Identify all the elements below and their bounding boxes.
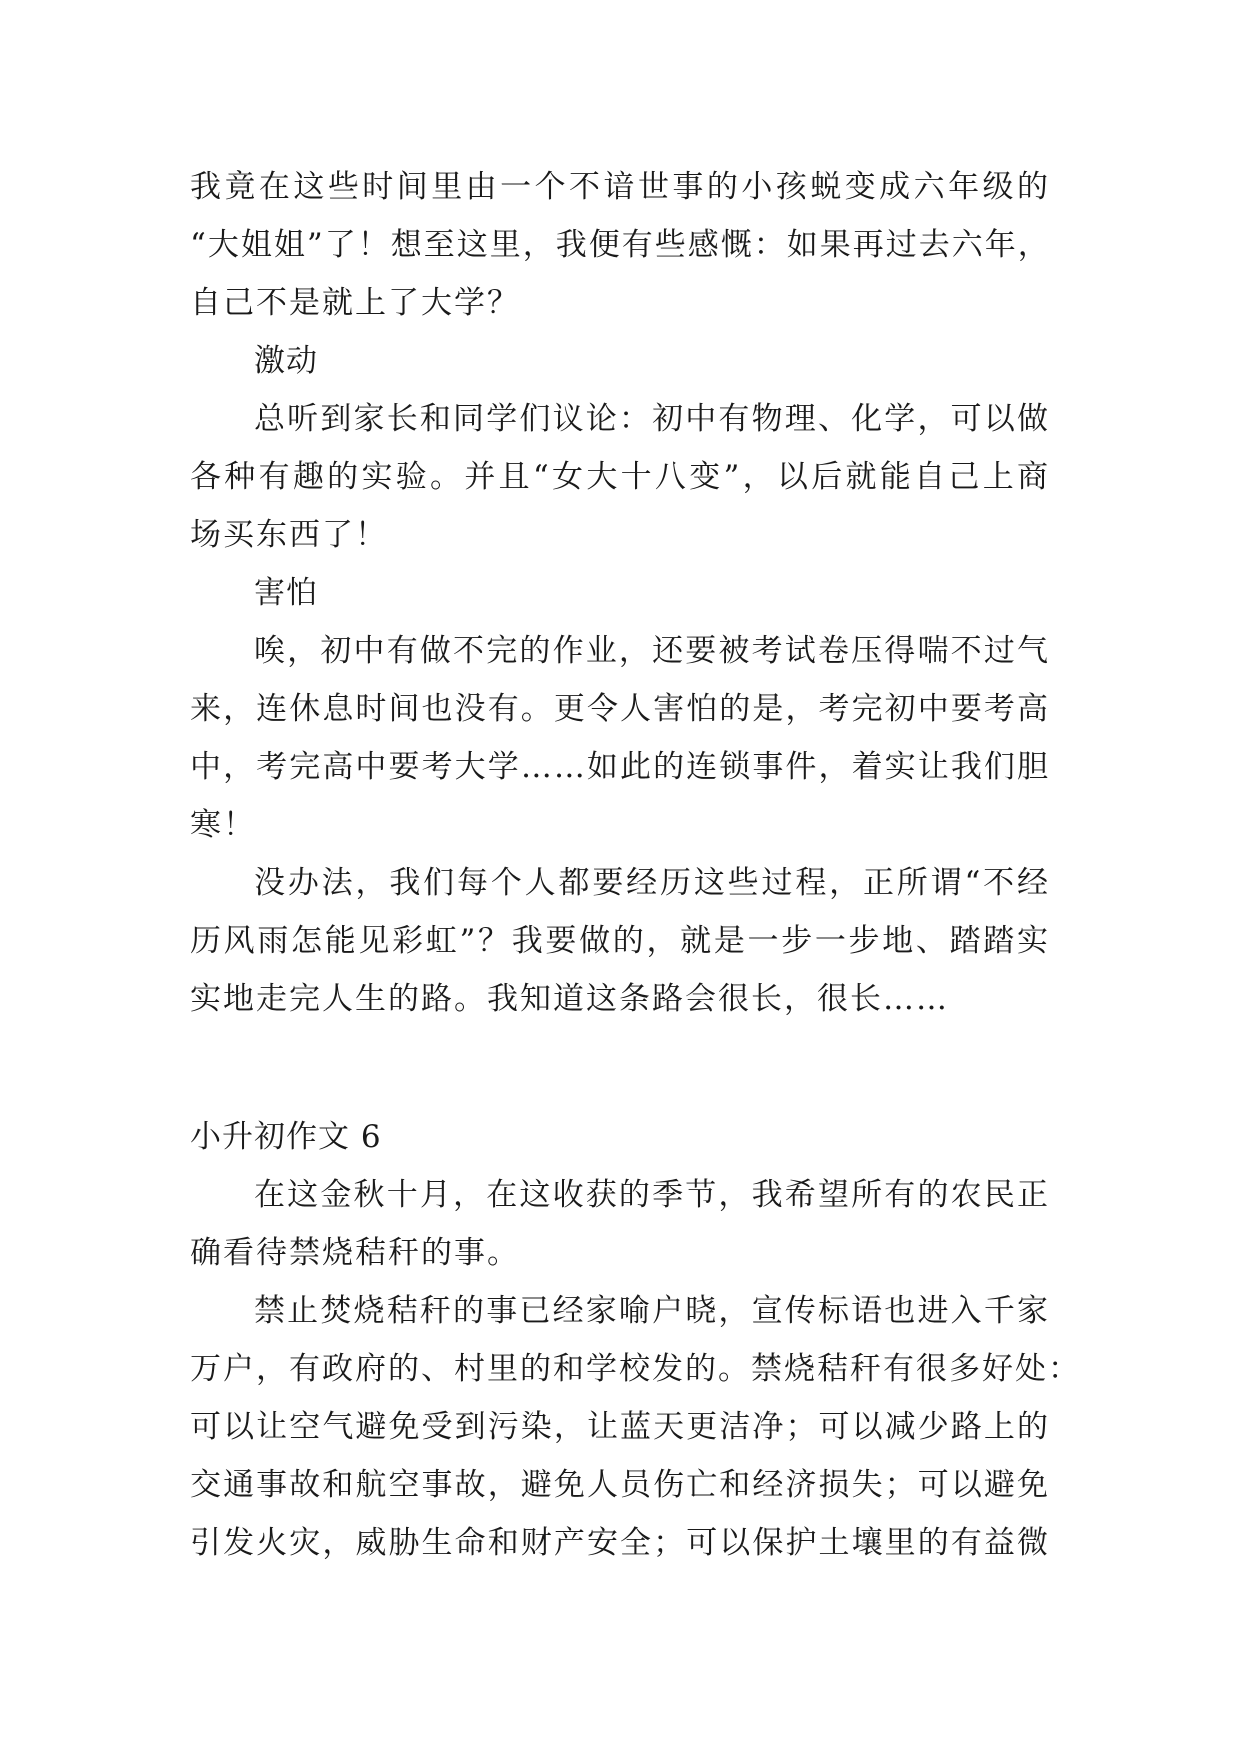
- document-page: [190, 158, 1081, 1572]
- text-line: 我竟在这些时间里由一个不谙世事的小孩蜕变成六年级的: [190, 169, 1050, 205]
- text-line: 唉，初中有做不完的作业，还要被考试卷压得喘不过气: [254, 633, 1050, 669]
- text-line: 历风雨怎能见彩虹”？我要做的，就是一步一步地、踏踏实: [190, 923, 1050, 959]
- text-line: 中，考完高中要考大学……如此的连锁事件，着实让我们胆: [190, 749, 1050, 785]
- text-line: 禁止焚烧秸秆的事已经家喻户晓，宣传标语也进入千家: [254, 1293, 1050, 1329]
- text-line: 各种有趣的实验。并且“女大十八变”，以后就能自己上商: [190, 459, 1050, 495]
- text-line: 万户，有政府的、村里的和学校发的。禁烧秸秆有很多好处：: [190, 1351, 1081, 1387]
- paragraph-closing: [190, 854, 1050, 1028]
- text-line: 在这金秋十月，在这收获的季节，我希望所有的农民正: [254, 1177, 1050, 1213]
- section-heading-afraid: 害怕: [254, 575, 318, 611]
- paragraph-afraid: [190, 622, 1050, 854]
- text-line: 场买东西了！: [190, 517, 388, 553]
- essay-title: 小升初作文 6: [190, 1119, 382, 1155]
- text-line: 确看待禁烧秸秆的事。: [190, 1235, 520, 1271]
- section-heading-excited: 激动: [254, 343, 318, 379]
- text-line: 没办法，我们每个人都要经历这些过程，正所谓“不经: [254, 865, 1050, 901]
- text-line: 可以让空气避免受到污染，让蓝天更洁净；可以减少路上的: [190, 1409, 1050, 1445]
- text-line: 寒！: [190, 807, 256, 843]
- essay6-paragraph-2: [190, 1282, 1081, 1572]
- paragraph-excited: [190, 390, 1050, 564]
- text-line: “大姐姐”了！想至这里，我便有些感慨：如果再过去六年，: [190, 227, 1051, 263]
- paragraph-continuation: [190, 158, 1050, 332]
- text-line: 交通事故和航空事故，避免人员伤亡和经济损失；可以避免: [190, 1467, 1050, 1503]
- text-line: 总听到家长和同学们议论：初中有物理、化学，可以做: [254, 401, 1050, 437]
- essay6-paragraph-1: [190, 1166, 1050, 1282]
- text-line: 引发火灾，威胁生命和财产安全；可以保护土壤里的有益微: [190, 1525, 1050, 1561]
- section-gap: [190, 1028, 1050, 1108]
- text-line: 实地走完人生的路。我知道这条路会很长，很长……: [190, 981, 949, 1017]
- text-line: 自己不是就上了大学？: [190, 285, 520, 321]
- text-line: 来，连休息时间也没有。更令人害怕的是，考完初中要考高: [190, 691, 1050, 727]
